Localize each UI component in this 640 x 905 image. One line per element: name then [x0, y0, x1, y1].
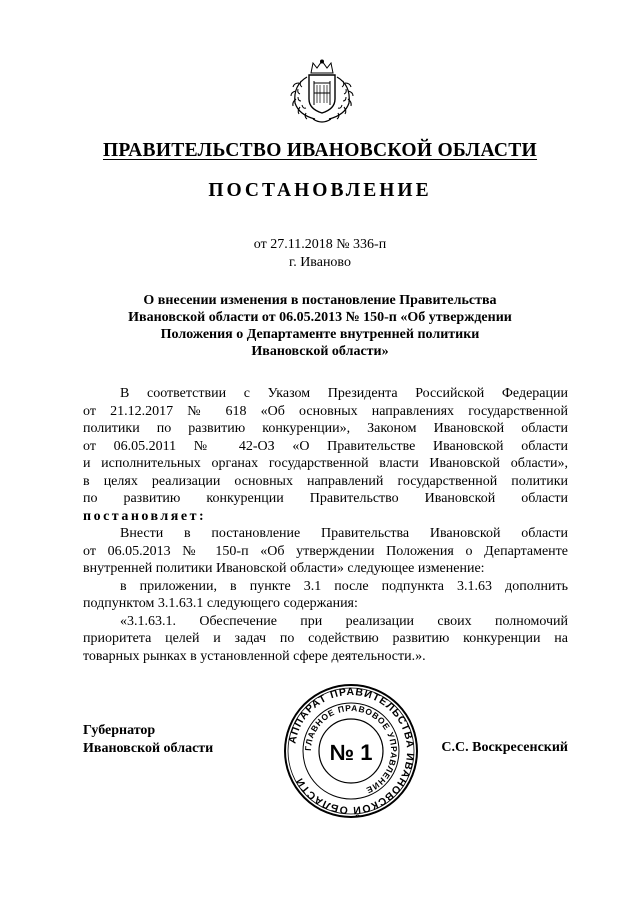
document-meta — [0, 236, 640, 272]
body-line: приоритета целей и задач по содействию развитию конкуренции на — [83, 631, 568, 646]
body-line: внутренней политики Ивановской области» следующее изменение: — [83, 561, 485, 576]
body-line: в приложении, в пункте 3.1 после подпункта 3.1.63 дополнить — [120, 578, 568, 594]
body-line: от 06.05.2011 № 42-ОЗ «О Правительстве Ивановской области — [83, 438, 568, 454]
body-line: В соответствии с Указом Президента Российской Федерации — [120, 386, 568, 401]
signatory-title — [83, 722, 213, 758]
body-line: политики по развитию конкуренции», Законом Ивановской области — [83, 421, 568, 436]
document-type: ПОСТАНОВЛЕНИЕ — [208, 180, 432, 201]
signatory-title-line: Ивановской области — [83, 741, 214, 756]
coat-of-arms-icon — [287, 59, 357, 125]
city-line: г. Иваново — [289, 255, 351, 270]
body-line: товарных рынках в установленной сфере деятельности.». — [83, 648, 426, 664]
official-seal — [283, 683, 419, 819]
body-line: подпунктом 3.1.63.1 следующего содержания: — [83, 596, 358, 611]
document-subject — [90, 292, 550, 360]
signatory-title-line: Губернатор — [83, 723, 156, 738]
government-title: ПРАВИТЕЛЬСТВО ИВАНОВСКОЙ ОБЛАСТИ — [102, 140, 538, 161]
body-line: от 21.12.2017 № 618 «Об основных направлениях государственной — [83, 403, 568, 419]
body-line: Внести в постановление Правительства Ивановской области — [120, 526, 568, 541]
body-line: от 06.05.2013 № 150-п «Об утверждении Положения о Департаменте — [83, 543, 568, 559]
subject-line: О внесении изменения в постановление Правительства — [143, 293, 497, 308]
body-line: и исполнительных органах государственной власти Ивановской области», — [83, 456, 568, 471]
body-line: по развитию конкуренции Правительство Ивановской области — [83, 491, 568, 506]
seal-inner-text: ГЛАВНОЕ ПРАВОВОЕ УПРАВЛЕНИЕ — [302, 702, 400, 796]
body-line: «3.1.63.1. Обеспечение при реализации своих полномочий — [120, 613, 568, 629]
date-number-line: от 27.11.2018 № 336-п — [253, 237, 387, 252]
seal-number: № 1 — [329, 740, 373, 765]
document-body — [83, 385, 568, 665]
seal-ring-text: АППАРАТ ПРАВИТЕЛЬСТВА ИВАНОВСКОЙ ОБЛАСТИ — [286, 685, 417, 817]
subject-line: Положения о Департаменте внутренней политики — [160, 327, 480, 342]
signatory-name: С.С. Воскресенский — [441, 740, 568, 755]
resolution-word: постановляет: — [83, 508, 207, 524]
subject-line: Ивановской области от 06.05.2013 № 150-п «Об утверждении — [128, 310, 512, 325]
subject-line: Ивановской области» — [251, 344, 389, 359]
body-line: в целях реализации основных направлений государственной политики — [83, 473, 568, 489]
